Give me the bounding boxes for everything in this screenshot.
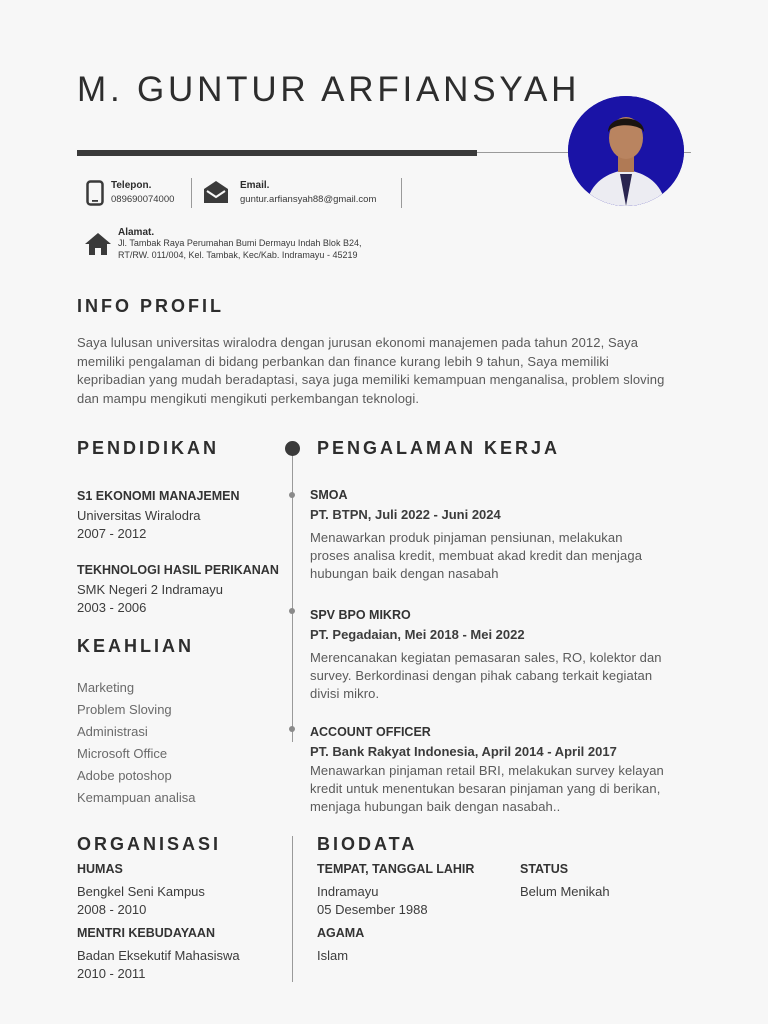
timeline-dot: [289, 608, 295, 614]
skill-item: Administrasi: [77, 724, 148, 739]
job-desc-line: kredit untuk menentukan besaran pinjaman yang di berikan,: [310, 781, 661, 796]
organization-role: MENTRI KEBUDAYAAN: [77, 926, 215, 940]
profile-text: Saya lulusan universitas wiralodra dengan jurusan ekonomi manajemen pada tahun 2012, Saya memiliki pengalaman di bidang perbankan dan finance kurang lebih 9 tahun, Saya memiliki kepribadian yang mudah beradaptasi, saya juga memiliki kemampuan menganalisa, problem sloving dan mampu mengikuti mengikuti perkembangan teknologi.: [77, 335, 665, 406]
address-line-2: RT/RW. 011/004, Kel. Tambak, Kec/Kab. Indramayu - 45219: [118, 250, 358, 260]
skill-item: Microsoft Office: [77, 746, 168, 761]
education-years: 2007 - 2012: [77, 526, 147, 541]
education-degree: TEKHNOLOGI HASIL PERIKANAN: [77, 563, 279, 577]
skill-item: Marketing: [77, 680, 135, 695]
religion-label: AGAMA: [317, 926, 365, 940]
timeline-start-dot: [285, 441, 300, 456]
contact-divider: [191, 178, 192, 208]
skills-heading: KEAHLIAN: [77, 636, 194, 656]
job-desc-line: survey. Berkordinasi dengan pihak cabang terkait kegiatan: [310, 668, 653, 683]
email-value[interactable]: guntur.arfiansyah88@gmail.com: [240, 194, 377, 205]
header-divider-thick: [77, 150, 477, 156]
address-label: Alamat.: [118, 227, 155, 238]
experience-heading: PENGALAMAN KERJA: [317, 438, 561, 458]
job-desc-line: Merencanakan kegiatan pemasaran sales, RO, kolektor dan: [310, 650, 662, 665]
job-company: PT. Pegadaian, Mei 2018 - Mei 2022: [310, 627, 525, 642]
organization-role: HUMAS: [77, 862, 123, 876]
skill-item: Kemampuan analisa: [77, 790, 196, 805]
job-role: SPV BPO MIKRO: [310, 608, 411, 622]
organization-name: Badan Eksekutif Mahasiswa: [77, 948, 240, 963]
job-desc-line: menjaga hubungan baik dengan nasabah..: [310, 799, 561, 814]
education-heading: PENDIDIKAN: [77, 438, 220, 458]
job-role: ACCOUNT OFFICER: [310, 725, 431, 739]
timeline-dot: [289, 726, 295, 732]
status-value: Belum Menikah: [520, 884, 610, 899]
job-company: PT. Bank Rakyat Indonesia, April 2014 - April 2017: [310, 744, 617, 759]
job-desc-line: proses analisa kredit, membuat akad kredit dan menjaga: [310, 548, 643, 563]
job-company: PT. BTPN, Juli 2022 - Juni 2024: [310, 507, 501, 522]
education-school: SMK Negeri 2 Indramayu: [77, 582, 223, 597]
birth-place: Indramayu: [317, 884, 379, 899]
job-desc-line: hubungan baik dengan nasabah: [310, 566, 499, 581]
phone-icon: [86, 180, 104, 211]
job-role: SMOA: [310, 488, 348, 502]
education-years: 2003 - 2006: [77, 600, 147, 615]
job-desc-line: divisi mikro.: [310, 686, 380, 701]
phone-value: 089690074000: [111, 194, 175, 205]
phone-label: Telepon.: [111, 180, 152, 191]
education-school: Universitas Wiralodra: [77, 508, 201, 523]
education-degree: S1 EKONOMI MANAJEMEN: [77, 489, 240, 503]
profile-heading: INFO PROFIL: [77, 296, 224, 316]
email-label: Email.: [240, 180, 270, 191]
organization-years: 2010 - 2011: [77, 966, 146, 981]
biodata-heading: BIODATA: [317, 834, 418, 854]
home-icon: [84, 232, 112, 261]
organization-years: 2008 - 2010: [77, 902, 147, 917]
contact-divider: [401, 178, 402, 208]
status-label: STATUS: [520, 862, 569, 876]
skill-item: Problem Sloving: [77, 702, 172, 717]
address-line-1: Jl. Tambak Raya Perumahan Bumi Dermayu Indah Blok B24,: [118, 238, 362, 248]
resume-name: M. GUNTUR ARFIANSYAH: [77, 70, 581, 109]
birth-label: TEMPAT, TANGGAL LAHIR: [317, 862, 475, 876]
job-desc-line: Menawarkan produk pinjaman pensiunan, melakukan: [310, 530, 623, 545]
birth-date: 05 Desember 1988: [317, 902, 428, 917]
skill-item: Adobe potoshop: [77, 768, 172, 783]
organization-heading: ORGANISASI: [77, 834, 222, 854]
profile-photo: [568, 96, 684, 206]
job-desc-line: Menawarkan pinjaman retail BRI, melakukan survey kelayan: [310, 763, 664, 778]
section-divider: [292, 836, 293, 982]
email-icon: [203, 180, 229, 209]
religion-value: Islam: [317, 948, 349, 963]
timeline-dot: [289, 492, 295, 498]
organization-name: Bengkel Seni Kampus: [77, 884, 205, 899]
